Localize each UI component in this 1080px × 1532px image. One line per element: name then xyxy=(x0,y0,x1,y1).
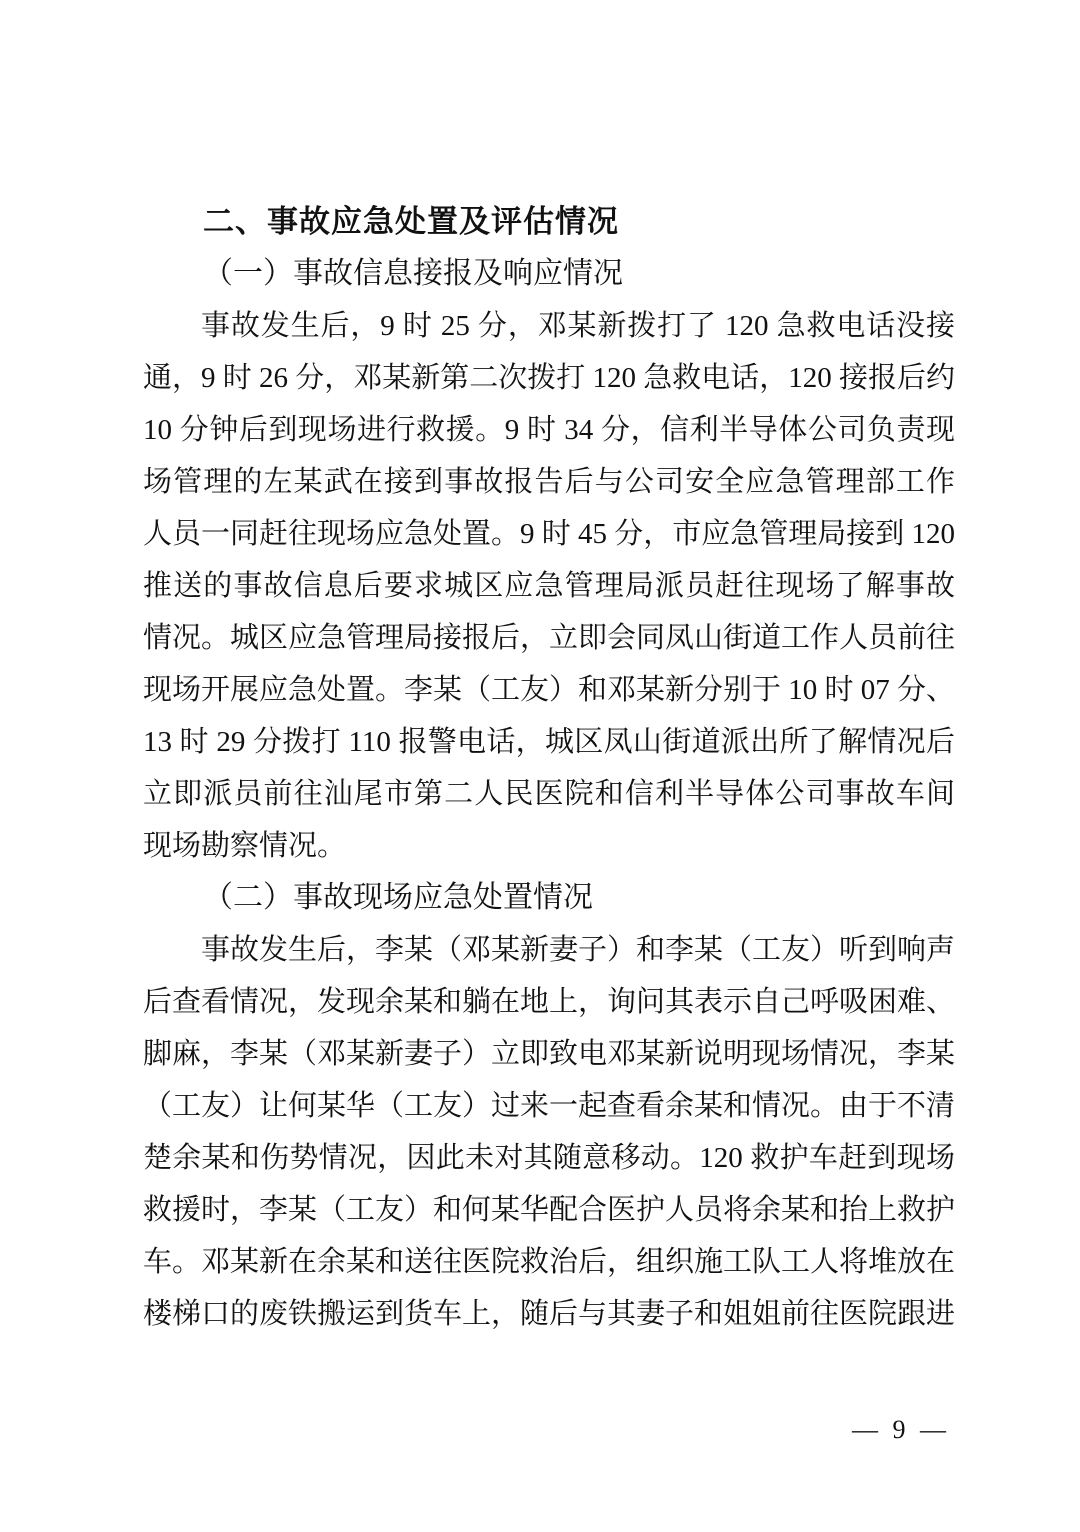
body-line: 13 时 29 分拨打 110 报警电话，城区凤山街道派出所了解情况后 xyxy=(143,726,955,758)
body-line: 现场勘察情况。 xyxy=(143,830,347,862)
section-heading: 二、事故应急处置及评估情况 xyxy=(203,204,619,239)
body-line: 现场开展应急处置。李某（工友）和邓某新分别于 10 时 07 分、 xyxy=(143,674,955,706)
body-line: 后查看情况，发现余某和躺在地上，询问其表示自己呼吸困难、 xyxy=(143,986,955,1018)
body-line: 场管理的左某武在接到事故报告后与公司安全应急管理部工作 xyxy=(143,466,955,498)
body-line: 事故发生后，李某（邓某新妻子）和李某（工友）听到响声 xyxy=(201,934,955,966)
subsection-heading: （二）事故现场应急处置情况 xyxy=(203,881,593,914)
body-line: 救援时，李某（工友）和何某华配合医护人员将余某和抬上救护 xyxy=(143,1194,955,1226)
body-line: 10 分钟后到现场进行救援。9 时 34 分，信利半导体公司负责现 xyxy=(143,414,955,446)
body-line: 立即派员前往汕尾市第二人民医院和信利半导体公司事故车间 xyxy=(143,778,955,810)
body-line: 通，9 时 26 分，邓某新第二次拨打 120 急救电话，120 接报后约 xyxy=(143,362,955,394)
body-line: 楚余某和伤势情况，因此未对其随意移动。120 救护车赶到现场 xyxy=(143,1142,955,1174)
body-line: 情况。城区应急管理局接报后，立即会同凤山街道工作人员前往 xyxy=(143,622,955,654)
body-line: 脚麻，李某（邓某新妻子）立即致电邓某新说明现场情况，李某 xyxy=(143,1038,955,1070)
document-body xyxy=(143,196,955,1340)
body-line: （工友）让何某华（工友）过来一起查看余某和情况。由于不清 xyxy=(143,1090,955,1122)
body-line: 楼梯口的废铁搬运到货车上，随后与其妻子和姐姐前往医院跟进 xyxy=(143,1298,955,1330)
body-line: 车。邓某新在余某和送往医院救治后，组织施工队工人将堆放在 xyxy=(143,1246,955,1278)
body-line: 推送的事故信息后要求城区应急管理局派员赶往现场了解事故 xyxy=(143,570,955,602)
page-number: — 9 — xyxy=(852,1415,950,1444)
subsection-heading: （一）事故信息接报及响应情况 xyxy=(203,257,623,290)
body-line: 人员一同赶往现场应急处置。9 时 45 分，市应急管理局接到 120 xyxy=(143,518,955,550)
body-line: 事故发生后，9 时 25 分，邓某新拨打了 120 急救电话没接 xyxy=(201,310,955,342)
